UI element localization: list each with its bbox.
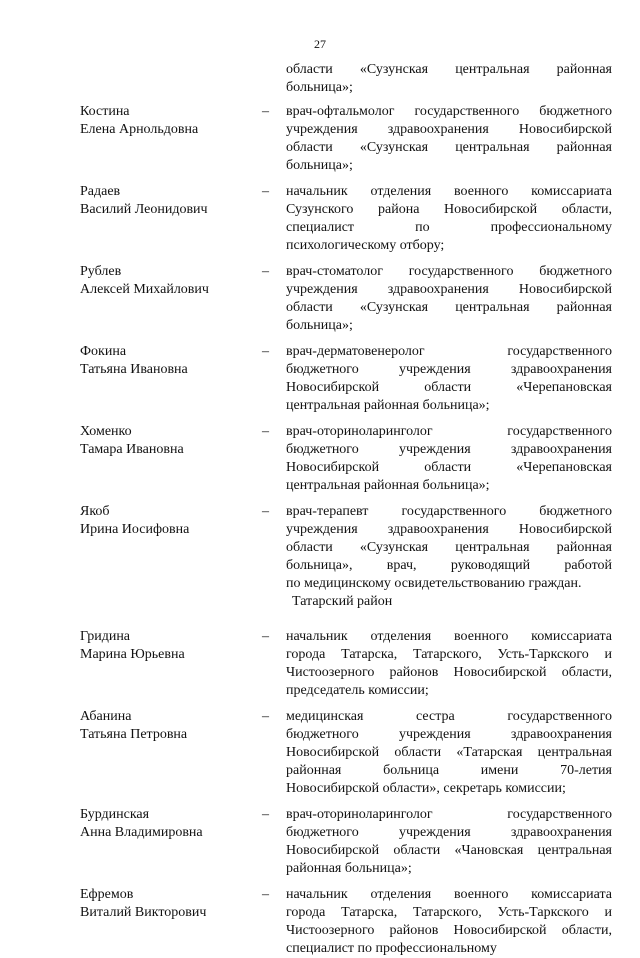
- member-given-names: Марина Юрьевна: [80, 647, 185, 662]
- description-line: учреждения здравоохранения Новосибирской: [286, 522, 612, 537]
- member-name: [80, 503, 260, 539]
- description-line: больница»;: [286, 318, 353, 333]
- member-entry: [0, 806, 640, 878]
- member-given-names: Татьяна Ивановна: [80, 362, 188, 377]
- description-line: бюджетного учреждения здравоохранения: [286, 727, 612, 742]
- description-line: врач-стоматолог государственного бюджетного: [286, 264, 612, 279]
- description-line: районная больница имени 70-летия: [286, 763, 612, 778]
- member-position: [286, 886, 612, 958]
- member-position: [286, 423, 612, 495]
- description-line: Сузунского района Новосибирской области,: [286, 202, 612, 217]
- description-line: больница»;: [286, 158, 353, 173]
- member-given-names: Елена Арнольдовна: [80, 122, 199, 137]
- description-line: врач-оториноларинголог государственного: [286, 807, 612, 822]
- member-entry: [0, 183, 640, 255]
- entry-dash: –: [262, 264, 269, 279]
- description-line: специалист по профессиональному: [286, 941, 497, 956]
- description-line: Новосибирской области «Черепановская: [286, 380, 612, 395]
- member-position: [286, 628, 612, 700]
- member-name: [80, 183, 260, 219]
- member-list-suzun: [0, 103, 640, 593]
- member-position: [286, 103, 612, 175]
- entry-dash: –: [262, 709, 269, 724]
- member-entry: [0, 343, 640, 415]
- member-given-names: Ирина Иосифовна: [80, 522, 190, 537]
- member-position: [286, 708, 612, 798]
- member-entry: [0, 103, 640, 175]
- member-given-names: Алексей Михайлович: [80, 282, 209, 297]
- member-name: [80, 708, 260, 744]
- member-name: [80, 423, 260, 459]
- description-line: врач-терапевт государственного бюджетного: [286, 504, 612, 519]
- description-line: Новосибирской области», секретарь комиссии;: [286, 781, 566, 796]
- description-line: врач-оториноларинголог государственного: [286, 424, 612, 439]
- member-entry: [0, 423, 640, 495]
- member-position: [286, 183, 612, 255]
- member-entry: [0, 503, 640, 593]
- description-line: Чистоозерного районов Новосибирской области,: [286, 923, 612, 938]
- description-line: центральная районная больница»;: [286, 398, 490, 413]
- description-line: медицинская сестра государственного: [286, 709, 612, 724]
- description-line: города Татарска, Татарского, Усть-Таркского и: [286, 905, 612, 920]
- description-line: Чистоозерного районов Новосибирской области,: [286, 665, 612, 680]
- member-surname: Костина: [80, 104, 130, 119]
- description-line: области «Сузунская центральная районная: [286, 140, 612, 155]
- member-given-names: Анна Владимировна: [80, 825, 203, 840]
- entry-dash: –: [262, 807, 269, 822]
- entry-dash: –: [262, 424, 269, 439]
- description-line: бюджетного учреждения здравоохранения: [286, 362, 612, 377]
- description-line: начальник отделения военного комиссариата: [286, 887, 612, 902]
- member-position: [286, 263, 612, 335]
- page-number: 27: [314, 37, 326, 51]
- description-line: области «Сузунская центральная районная: [286, 300, 612, 315]
- continuation-text: [0, 61, 640, 97]
- description-line: Новосибирской области «Татарская центральная: [286, 745, 612, 760]
- description-line: председатель комиссии;: [286, 683, 429, 698]
- description-line: бюджетного учреждения здравоохранения: [286, 825, 612, 840]
- member-name: [80, 103, 260, 139]
- member-name: [80, 263, 260, 299]
- member-surname: Хоменко: [80, 424, 132, 439]
- member-position: [286, 806, 612, 878]
- member-given-names: Виталий Викторович: [80, 905, 207, 920]
- member-surname: Рублев: [80, 264, 122, 279]
- description-line: учреждения здравоохранения Новосибирской: [286, 282, 612, 297]
- entry-dash: –: [262, 344, 269, 359]
- document-body: [0, 61, 640, 958]
- entry-dash: –: [262, 504, 269, 519]
- description-line: по медицинскому освидетельствованию граждан.: [286, 576, 582, 591]
- member-given-names: Тамара Ивановна: [80, 442, 184, 457]
- description-line: районная больница»;: [286, 861, 412, 876]
- member-surname: Гридина: [80, 629, 131, 644]
- entry-dash: –: [262, 104, 269, 119]
- member-given-names: Василий Леонидович: [80, 202, 208, 217]
- description-line: начальник отделения военного комиссариата: [286, 184, 612, 199]
- description-line: больница»;: [286, 80, 353, 95]
- member-entry: [0, 886, 640, 958]
- entry-dash: –: [262, 184, 269, 199]
- member-entry: [0, 628, 640, 700]
- member-given-names: Татьяна Петровна: [80, 727, 188, 742]
- description-line: области «Сузунская центральная районная: [286, 62, 612, 77]
- member-surname: Абанина: [80, 709, 132, 724]
- description-line: учреждения здравоохранения Новосибирской: [286, 122, 612, 137]
- description-line: области «Сузунская центральная районная: [286, 540, 612, 555]
- member-surname: Бурдинская: [80, 807, 150, 822]
- continuation-description: [286, 61, 612, 97]
- member-surname: Радаев: [80, 184, 121, 199]
- member-list-tatarsk: [0, 628, 640, 958]
- member-surname: Ефремов: [80, 887, 134, 902]
- description-line: врач-дерматовенеролог государственного: [286, 344, 612, 359]
- description-line: центральная районная больница»;: [286, 478, 490, 493]
- entry-dash: –: [262, 887, 269, 902]
- description-line: Новосибирской области «Чановская центральная: [286, 843, 612, 858]
- member-name: [80, 886, 260, 922]
- description-line: врач-офтальмолог государственного бюджетного: [286, 104, 612, 119]
- description-line: психологическому отбору;: [286, 238, 445, 253]
- member-name: [80, 343, 260, 379]
- section-title: Татарский район: [292, 594, 393, 609]
- description-line: начальник отделения военного комиссариата: [286, 629, 612, 644]
- member-name: [80, 806, 260, 842]
- description-line: больница», врач, руководящий работой: [286, 558, 612, 573]
- entry-dash: –: [262, 629, 269, 644]
- description-line: специалист по профессиональному: [286, 220, 612, 235]
- description-line: бюджетного учреждения здравоохранения: [286, 442, 612, 457]
- member-position: [286, 343, 612, 415]
- member-entry: [0, 263, 640, 335]
- member-surname: Якоб: [80, 504, 110, 519]
- member-surname: Фокина: [80, 344, 127, 359]
- description-line: Новосибирской области «Черепановская: [286, 460, 612, 475]
- member-name: [80, 628, 260, 664]
- member-position: [286, 503, 612, 593]
- member-entry: [0, 708, 640, 798]
- description-line: города Татарска, Татарского, Усть-Таркского и: [286, 647, 612, 662]
